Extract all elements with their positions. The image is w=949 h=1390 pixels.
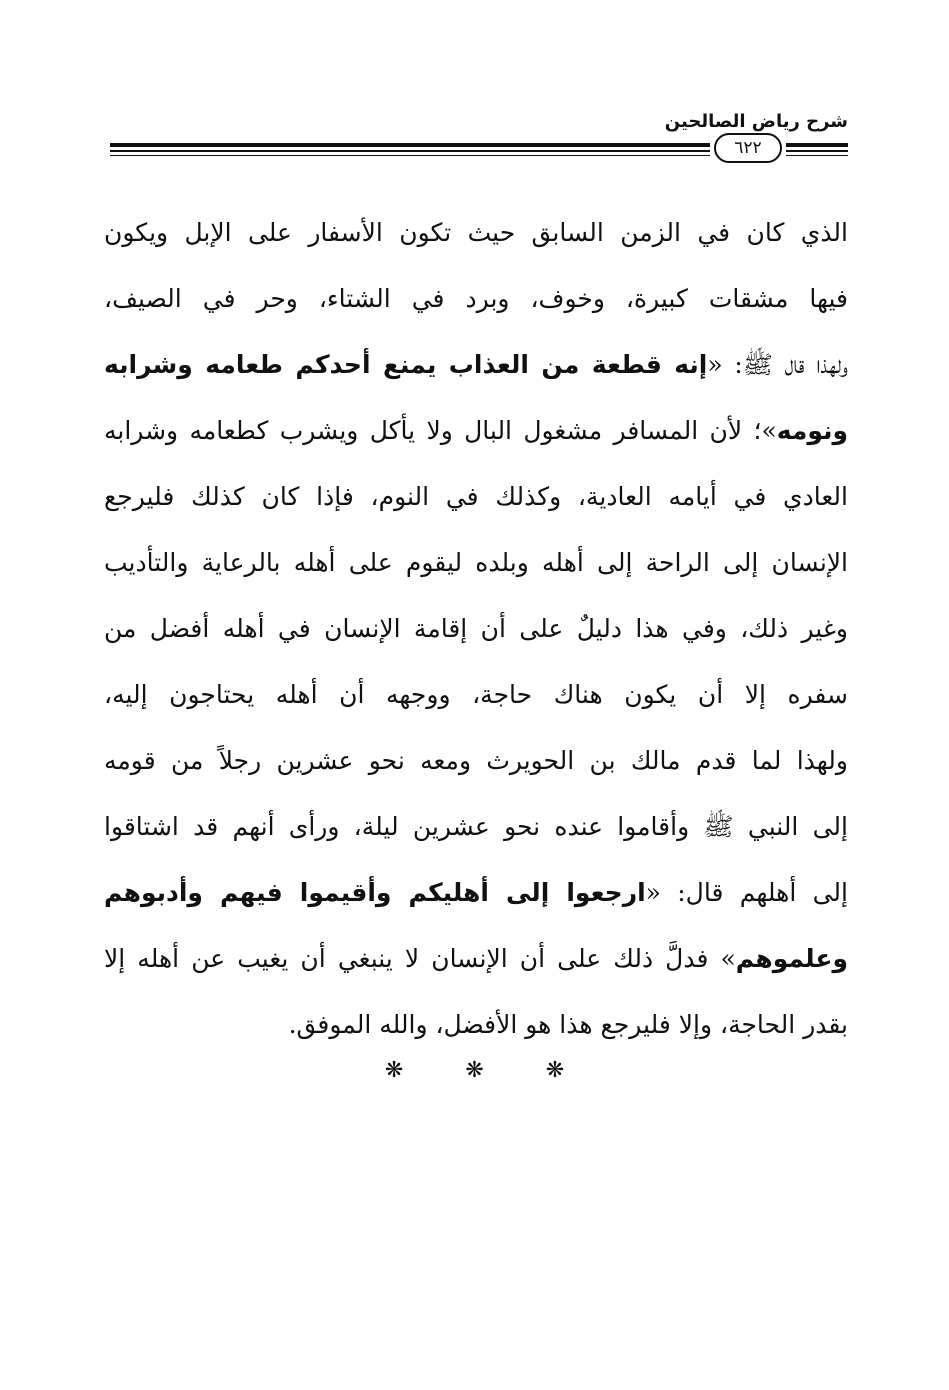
hadith-quote: ونومه xyxy=(776,416,848,445)
text-line xyxy=(104,530,848,596)
text-segment: الإنسان إلى الراحة إلى أهله وبلده ليقوم على أهله بالرعاية والتأديب xyxy=(104,548,848,577)
text-line xyxy=(104,926,848,992)
text-line xyxy=(104,200,848,266)
text-segment: فيها مشقات كبيرة، وخوف، وبرد في الشتاء، وحر في الصيف، xyxy=(104,284,848,313)
text-line xyxy=(104,596,848,662)
separator-flower-icon: ❋ xyxy=(465,1058,484,1083)
text-segment: » فدلَّ ذلك على أن الإنسان لا ينبغي أن يغيب عن أهله إلا xyxy=(104,944,736,973)
header-rule xyxy=(786,155,848,156)
text-line xyxy=(104,332,848,398)
section-separator xyxy=(0,1058,949,1098)
text-segment: »؛ لأن المسافر مشغول البال ولا يأكل ويشرب كطعامه وشرابه xyxy=(104,416,777,445)
hadith-quote: ارجعوا إلى أهليكم وأقيموا فيهم وأدبوهم xyxy=(104,878,646,907)
text-segment: سفره إلا أن يكون هناك حاجة، ووجهه أن أهله يحتاجون إليه، xyxy=(104,680,848,709)
text-segment: ولهذا قال ﷺ: « xyxy=(707,350,848,379)
text-segment: العادي في أيامه العادية، وكذلك في النوم، فإذا كان كذلك فليرجع xyxy=(104,482,848,511)
page-header xyxy=(110,105,848,165)
text-line xyxy=(104,794,848,860)
hadith-quote: وعلموهم xyxy=(735,944,848,973)
text-line xyxy=(104,662,848,728)
text-line xyxy=(104,860,848,926)
text-line xyxy=(104,464,848,530)
text-line xyxy=(104,266,848,332)
header-rule xyxy=(110,143,710,147)
text-segment: بقدر الحاجة، وإلا فليرجع هذا هو الأفضل، والله الموفق. xyxy=(288,1010,848,1039)
header-rule xyxy=(110,150,710,152)
separator-flower-icon: ❋ xyxy=(384,1058,404,1083)
header-rule xyxy=(786,143,848,147)
header-rule xyxy=(110,155,710,156)
separator-flower-icon: ❋ xyxy=(545,1058,565,1083)
text-line xyxy=(104,728,848,794)
text-line xyxy=(104,398,848,464)
text-line xyxy=(104,992,848,1058)
text-segment: الذي كان في الزمن السابق حيث تكون الأسفار على الإبل ويكون xyxy=(104,218,848,247)
hadith-quote: إنه قطعة من العذاب يمنع أحدكم طعامه وشرابه xyxy=(104,350,708,379)
page-number: ٦٢٢ xyxy=(714,133,782,163)
text-segment: إلى النبي ﷺ وأقاموا عنده نحو عشرين ليلة، ورأى أنهم قد اشتاقوا xyxy=(104,812,848,841)
header-rule xyxy=(786,150,848,152)
book-title: شرح رياض الصالحين xyxy=(664,111,848,132)
body-text xyxy=(104,200,848,1058)
text-segment: وغير ذلك، وفي هذا دليلٌ على أن إقامة الإنسان في أهله أفضل من xyxy=(104,614,848,643)
text-segment: إلى أهلهم قال: « xyxy=(645,878,848,907)
text-segment: ولهذا لما قدم مالك بن الحويرث ومعه نحو عشرين رجلاً من قومه xyxy=(104,746,848,775)
